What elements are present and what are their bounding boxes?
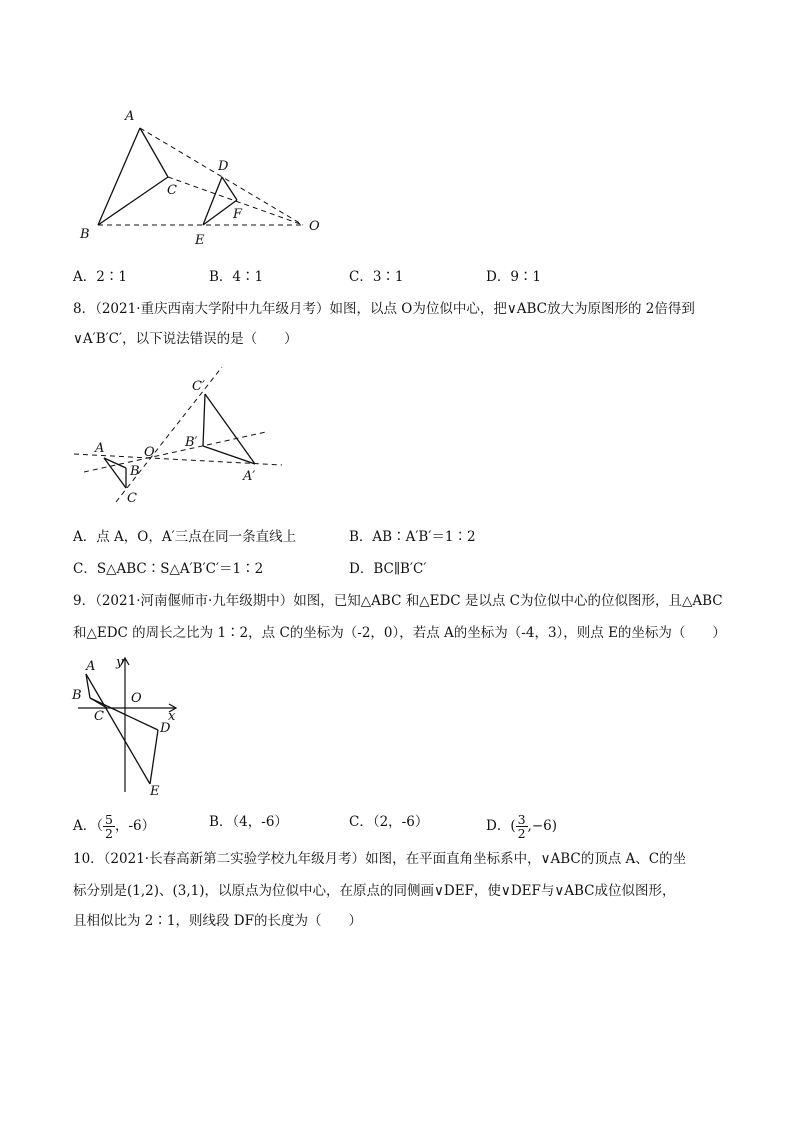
q7-label-c: C xyxy=(167,183,177,198)
q9-option-c[interactable]: C．（2，-6） xyxy=(349,814,429,830)
q7-label-e: E xyxy=(195,233,205,248)
q9-option-a-fraction xyxy=(103,813,115,840)
q7-option-a[interactable]: A．2∶1 xyxy=(73,269,127,285)
q10-stem-line3: 且相似比为 2∶1，则线段 DF的长度为（ ） xyxy=(73,913,362,929)
q7-option-b[interactable]: B．4∶1 xyxy=(209,269,264,285)
q7-option-d[interactable]: D．9∶1 xyxy=(486,269,542,285)
q8-stem-line2: ∨A′B′C′，以下说法错误的是（ ） xyxy=(73,331,298,347)
q8-option-b[interactable]: B．AB∶A′B′＝1∶2 xyxy=(349,529,476,545)
q8-side-b2c2 xyxy=(203,394,205,446)
q9-option-b[interactable]: B．（4，-6） xyxy=(209,814,288,830)
q8-side-a2c2 xyxy=(205,394,255,464)
q8-option-c[interactable]: C．S△ABC∶S△A′B′C′＝1∶2 xyxy=(73,561,264,577)
q9-label-b: B xyxy=(72,688,82,703)
q9-option-a[interactable] xyxy=(73,813,155,840)
q8-option-d[interactable]: D．BC∥B′C′ xyxy=(349,561,427,577)
q8-label-o: O xyxy=(144,445,155,460)
q9-option-d-suffix: ,−6) xyxy=(527,818,558,834)
q7-label-o: O xyxy=(309,219,320,234)
q8-label-b: B xyxy=(130,464,140,479)
q7-label-b: B xyxy=(80,227,90,242)
q8-line-cc2 xyxy=(116,367,222,502)
q8-label-b-prime: B′ xyxy=(185,435,198,450)
q9-label-a: A xyxy=(86,659,96,674)
q9-label-o: O xyxy=(131,691,142,706)
q9-option-d[interactable] xyxy=(486,813,557,840)
q9-option-d-fraction xyxy=(516,813,528,840)
q9-option-a-prefix: A．（ xyxy=(73,818,103,834)
q9-label-c: C xyxy=(94,709,104,724)
q8-line-bb2 xyxy=(84,432,266,472)
q9-option-d-numerator: 3 xyxy=(517,812,526,827)
q9-option-a-numerator: 5 xyxy=(105,812,113,827)
q9-stem-line1: 9．（2021·河南偃师市·九年级期中）如图，已知△ABC 和△EDC 是以点 C为位似中心的位似图形，且△ABC xyxy=(73,593,723,609)
q8-label-c-prime: C′ xyxy=(192,379,205,394)
q7-ray-ao xyxy=(140,128,303,225)
q10-stem-line1: 10．（2021·长春高新第二实验学校九年级月考）如图，在平面直角坐标系中，∨ABC的顶点 A、C的坐 xyxy=(73,851,687,867)
q8-option-a[interactable]: A．点 A，O，A′三点在同一条直线上 xyxy=(73,529,297,545)
q8-figure xyxy=(70,362,290,512)
q7-label-f: F xyxy=(233,207,243,222)
q9-option-d-denominator: 2 xyxy=(517,826,526,841)
q7-side-df xyxy=(222,177,237,200)
q9-figure xyxy=(70,652,190,800)
q9-label-d: D xyxy=(160,721,171,736)
q9-label-y: y xyxy=(116,655,124,670)
q7-figure xyxy=(75,100,335,250)
q8-label-c: C xyxy=(127,491,137,506)
q7-option-c[interactable]: C．3∶1 xyxy=(349,269,404,285)
q8-label-a-prime: A′ xyxy=(243,469,256,484)
q7-side-ac xyxy=(140,128,168,177)
q9-side-de xyxy=(150,730,158,784)
q9-label-x: x xyxy=(168,709,176,724)
q9-option-d-prefix: D．( xyxy=(486,818,516,834)
q9-option-a-suffix: ，-6） xyxy=(114,818,156,834)
q9-label-e: E xyxy=(150,784,160,799)
q7-label-d: D xyxy=(218,159,229,174)
q9-stem-line2: 和△EDC 的周长之比为 1∶2，点 C的坐标为（-2，0），若点 A的坐标为（-4，3），则点 E的坐标为（ ） xyxy=(73,625,726,641)
q10-stem-line2: 标分别是(1,2)、(3,1)，以原点为位似中心，在原点的同侧画∨DEF，使∨DEF与∨ABC成位似图形， xyxy=(73,883,676,899)
q7-label-a: A xyxy=(125,109,135,124)
q8-stem-line1: 8．（2021·重庆西南大学附中九年级月考）如图，以点 O为位似中心，把∨ABC放大为原图形的 2倍得到 xyxy=(73,301,695,317)
q9-option-a-denominator: 2 xyxy=(105,826,113,841)
q8-label-a: A xyxy=(95,441,105,456)
